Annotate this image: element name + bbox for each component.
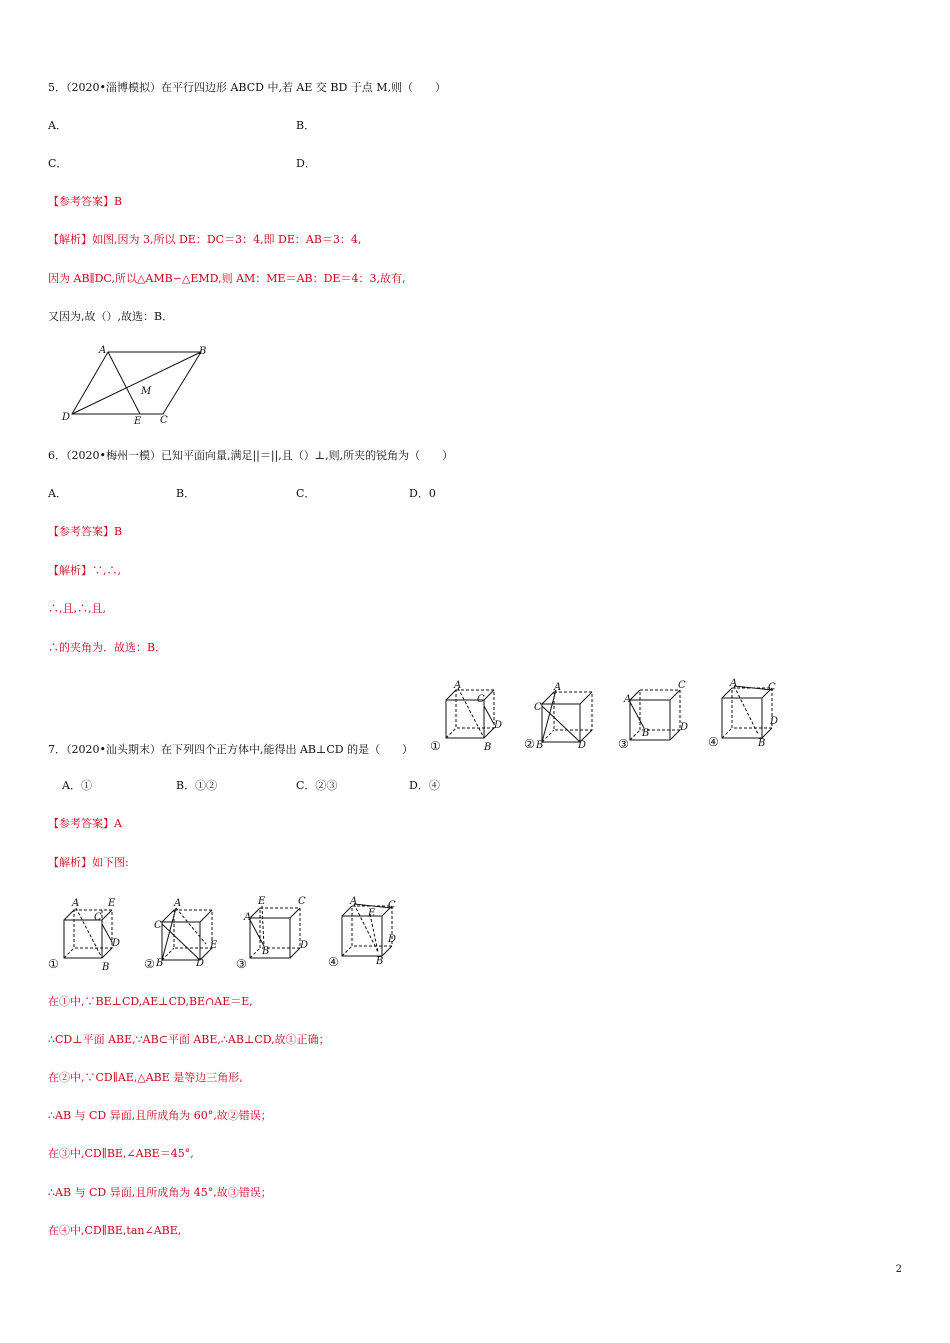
- q7-analysis-2: ∴CD⊥平面 ABE,∵AB⊂平面 ABE,∴AB⊥CD,故①正确；: [48, 1033, 330, 1046]
- q7-analysis-5: 在③中,CD∥BE,∠ABE＝45°,: [48, 1147, 194, 1160]
- q5-analysis-3: 又因为,故（）,故选：B．: [48, 310, 174, 323]
- a1-label-d: D: [112, 938, 121, 949]
- a1-label-a: A: [72, 898, 80, 909]
- q5-option-a: A．: [48, 119, 67, 132]
- cube-num-4: ④: [708, 735, 719, 749]
- label-a: A: [99, 345, 107, 356]
- parallelogram-figure: [56, 342, 216, 424]
- q7-option-c: C．②③: [296, 779, 338, 792]
- c1-label-c: C: [477, 694, 485, 705]
- a1-label-c: C: [94, 912, 102, 923]
- q5-option-d: D．: [296, 157, 316, 170]
- label-b: B: [199, 346, 207, 357]
- analysis-cube-num-3: ③: [236, 957, 247, 971]
- q7-analysis-3: 在②中,∵CD∥AE,△ABE 是等边三角形,: [48, 1071, 243, 1084]
- analysis-cube-num-2: ②: [144, 957, 155, 971]
- c1-label-b: B: [484, 742, 492, 753]
- c4-label-b: B: [758, 738, 766, 749]
- q7-analysis-6: ∴AB 与 CD 异面,且所成角为 45°,故③错误；: [48, 1186, 272, 1199]
- q7-answer: 【参考答案】A: [48, 817, 122, 830]
- a3-label-c: C: [298, 896, 306, 907]
- q6-analysis-2: ∴,且,∴,且,: [48, 602, 106, 615]
- analysis-cube-num-4: ④: [328, 955, 339, 969]
- a3-label-d: D: [300, 940, 309, 951]
- c2-label-a: A: [554, 682, 562, 693]
- q7-analysis-1: 在①中,∵BE⊥CD,AE⊥CD,BE∩AE＝E,: [48, 995, 253, 1008]
- q7-cubes-top: [430, 676, 790, 754]
- c3-label-c: C: [678, 680, 686, 691]
- q7-option-d: D．④: [409, 779, 440, 792]
- page-number: 2: [895, 1264, 902, 1275]
- q7-analysis-intro: 【解析】如下图:: [48, 856, 129, 869]
- label-m: M: [141, 386, 152, 397]
- a3-label-b: B: [262, 946, 270, 957]
- cube-num-3: ③: [618, 737, 629, 751]
- q5-answer: 【参考答案】B: [48, 195, 123, 208]
- a2-label-c: C: [154, 920, 162, 931]
- c3-label-b: B: [642, 728, 650, 739]
- a4-label-c: C: [388, 900, 396, 911]
- a3-label-a: A: [244, 912, 252, 923]
- a3-label-e: E: [258, 896, 266, 907]
- label-e: E: [134, 416, 142, 424]
- a1-label-b: B: [102, 962, 110, 972]
- label-c: C: [160, 415, 168, 424]
- c4-label-c: C: [768, 682, 776, 693]
- c2-label-d: D: [578, 740, 587, 751]
- c4-label-a: A: [730, 678, 738, 689]
- q6-stem: 6．（2020•梅州一模）已知平面向量,满足||＝||,且（）⊥,则,所夹的锐角为（ ）: [48, 449, 454, 462]
- a2-label-b: B: [156, 958, 164, 969]
- c3-label-d: D: [680, 722, 689, 733]
- q6-answer: 【参考答案】B: [48, 525, 123, 538]
- a2-label-e: E: [210, 940, 218, 951]
- a4-label-b: B: [376, 956, 384, 967]
- c4-label-d: D: [770, 716, 779, 727]
- q5-stem: 5．（2020•淄博模拟）在平行四边形 ABCD 中,若 AE 交 BD 于点 M,则（ ）: [48, 81, 447, 94]
- a4-label-a: A: [350, 896, 358, 907]
- a2-label-a: A: [174, 898, 182, 909]
- c1-label-d: D: [494, 720, 503, 731]
- q6-option-c: C．: [296, 487, 316, 500]
- q6-option-b: B．: [176, 487, 196, 500]
- q6-analysis-1: 【解析】∵,∴,: [48, 564, 121, 577]
- a4-label-d: D: [388, 934, 397, 945]
- q7-analysis-7: 在④中,CD∥BE,tan∠ABE,: [48, 1224, 182, 1237]
- label-d: D: [62, 412, 71, 423]
- q7-option-b: B．①②: [176, 779, 218, 792]
- a1-label-e: E: [108, 898, 116, 909]
- c2-label-b: B: [536, 740, 544, 751]
- q6-analysis-3: ∴的夹角为．故选：B．: [48, 641, 167, 654]
- analysis-cube-num-1: ①: [48, 957, 59, 971]
- q7-analysis-4: ∴AB 与 CD 异面,且所成角为 60°,故②错误；: [48, 1109, 272, 1122]
- q6-option-a: A．: [48, 487, 67, 500]
- cube-num-2: ②: [524, 737, 535, 751]
- a2-label-d: D: [196, 958, 205, 969]
- q5-option-c: C．: [48, 157, 68, 170]
- q7-cubes-analysis: [46, 890, 406, 972]
- q7-option-a: A．①: [62, 779, 92, 792]
- c2-label-c: C: [534, 702, 542, 713]
- c1-label-a: A: [454, 680, 462, 691]
- c3-label-a: A: [624, 694, 632, 705]
- a4-label-e: E: [368, 908, 376, 919]
- q7-stem: 7．（2020•汕头期末）在下列四个正方体中,能得出 AB⊥CD 的是（ ）: [48, 743, 414, 756]
- q6-option-d: D．0: [409, 487, 436, 500]
- q5-analysis-1: 【解析】如图,因为 3,所以 DE：DC＝3：4,即 DE：AB＝3：4,: [48, 233, 362, 246]
- cube-num-1: ①: [430, 739, 441, 753]
- q5-option-b: B．: [296, 119, 316, 132]
- q5-analysis-2: 因为 AB∥DC,所以△AMB∽△EMD,则 AM：ME＝AB：DE＝4：3,故有,: [48, 272, 406, 285]
